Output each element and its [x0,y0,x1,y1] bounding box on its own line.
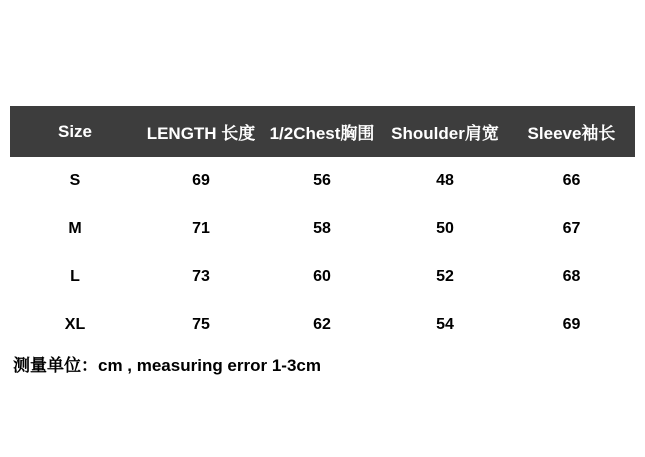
shoulder-value-cell: 54 [382,301,508,349]
shoulder-value-cell: 50 [382,205,508,253]
size-label-cell: XL [10,301,140,349]
column-header-size: Size [10,106,140,157]
column-header-shoulder: Shoulder肩宽 [382,106,508,157]
shoulder-value-cell: 48 [382,157,508,205]
table-header-row [10,106,635,157]
sleeve-value-cell: 69 [508,301,635,349]
length-value-cell: 71 [140,205,262,253]
column-header-sleeve: Sleeve袖长 [508,106,635,157]
size-label-cell: L [10,253,140,301]
table-row-xl [10,301,635,349]
chest-value-cell: 62 [262,301,382,349]
chest-value-cell: 60 [262,253,382,301]
size-label-cell: M [10,205,140,253]
size-chart-table [10,106,635,349]
size-label-cell: S [10,157,140,205]
column-header-length: LENGTH 长度 [140,106,262,157]
sleeve-value-cell: 67 [508,205,635,253]
table-row-l [10,253,635,301]
length-value-cell: 73 [140,253,262,301]
length-value-cell: 75 [140,301,262,349]
chest-value-cell: 58 [262,205,382,253]
table-row-s [10,157,635,205]
column-header-chest: 1/2Chest胸围 [262,106,382,157]
sleeve-value-cell: 68 [508,253,635,301]
chest-value-cell: 56 [262,157,382,205]
measurement-unit-note: 测量单位：cm , measuring error 1-3cm [13,356,321,375]
sleeve-value-cell: 66 [508,157,635,205]
table-row-m [10,205,635,253]
length-value-cell: 69 [140,157,262,205]
shoulder-value-cell: 52 [382,253,508,301]
